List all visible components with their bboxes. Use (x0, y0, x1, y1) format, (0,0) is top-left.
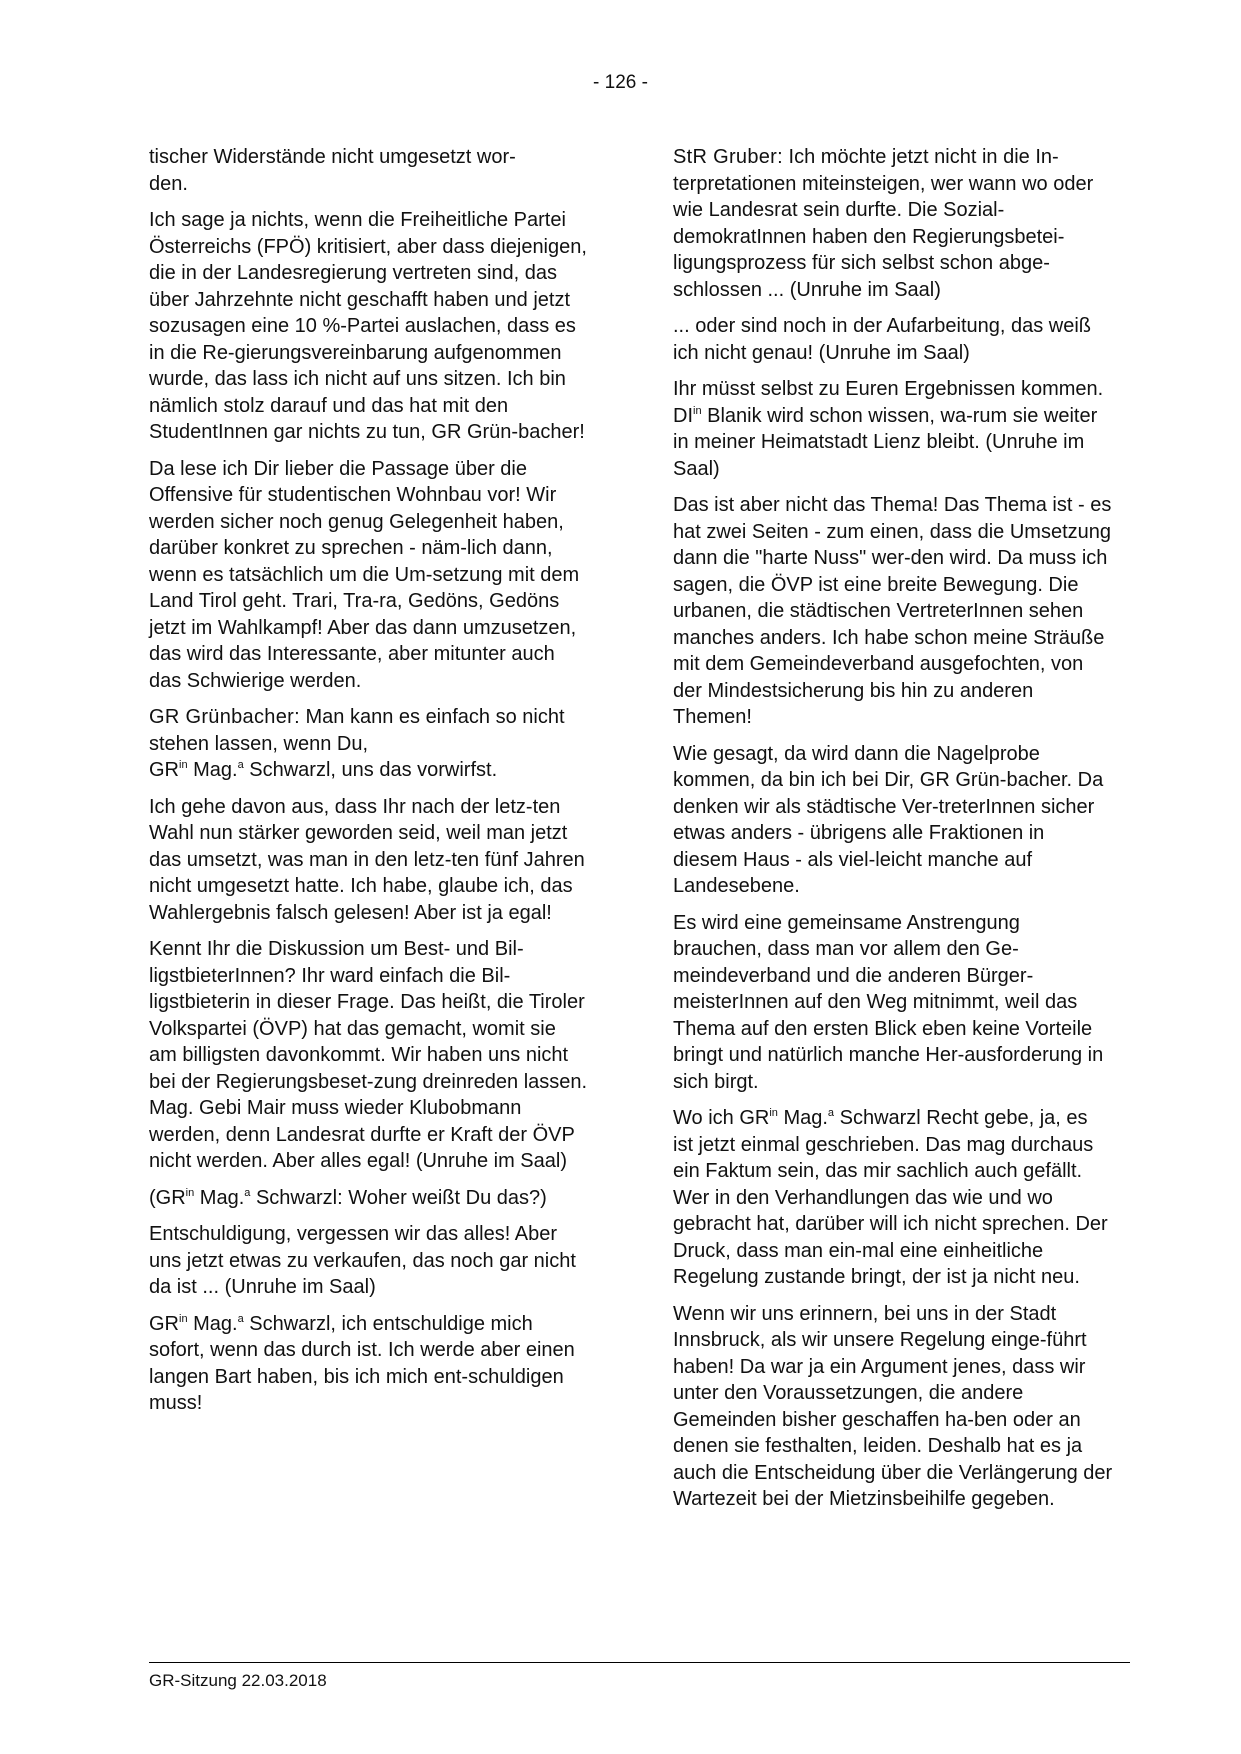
superscript: in (185, 1186, 195, 1199)
speech-text: Mag. (187, 1312, 238, 1335)
superscript: in (769, 1107, 778, 1119)
superscript: a (237, 1312, 244, 1325)
paragraph: Es wird eine gemeinsame Anstrengung brauchen, dass man vor allem den Ge-meindeverband und die anderen Bürger-meisterInnen auf den Weg mitnimmt, weil das Thema auf den ersten Blick eben keine Vorteile bringt und natürlich manche Her-ausforderung in sich birgt. (673, 911, 1104, 1093)
page-number: - 126 - (593, 72, 648, 93)
speech-text: GR (149, 759, 179, 781)
speaker-name: GR Grünbacher: (149, 706, 300, 728)
paragraph: Wenn wir uns erinnern, bei uns in der Stadt Innsbruck, als wir unsere Regelung einge-führt haben! Da war ja ein Argument jenes, dass wir unter den Voraussetzungen, die andere Gemeinden bisher geschaffen ha-ben oder an denen sie festhalten, leiden. Deshalb hat es ja auch die Entscheidung über die Verlängerung der Wartezeit bei der Mietzinsbeihilfe gegeben. (673, 1302, 1113, 1510)
superscript: a (827, 1107, 835, 1119)
speech-text: (GR (149, 1186, 186, 1209)
footer-divider (149, 1662, 1130, 1663)
superscript: in (693, 404, 702, 417)
paragraph: Da lese ich Dir lieber die Passage über die Offensive für studentischen Wohnbau vor! Wir werden sicher noch genug Gelegenheit haben, darüber konkret zu sprechen - näm-lich dann, wenn es tatsächlich um die Um-setzung mit dem Land Tirol geht. Trari, Tra-ra, Gedöns, Gedöns jetzt im Wahlkampf! Aber das dann umzusetzen, das wird das Interessante, aber mitunter auch das Schwierige werden. (149, 457, 580, 692)
paragraph: ... oder sind noch in der Aufarbeitung, das weiß ich nicht genau! (Unruhe im Saal) (673, 315, 1092, 364)
speech-text: Mag. (777, 1107, 828, 1129)
paragraph: Ich gehe davon aus, dass Ihr nach der letz-ten Wahl nun stärker geworden seid, weil man jetzt das umsetzt, was man in den letz-ten fünf Jahren nicht umgesetzt hatte. Ich habe, glaube ich, das Wahlergebnis falsch gelesen! Aber ist ja egal! (149, 795, 585, 924)
speech-text: Schwarzl, ich entschuldige mich sofort, wenn das durch ist. Ich werde aber einen langen Bart haben, bis ich mich ent-schuldigen muss! (149, 1312, 575, 1414)
speech-text: Blanik wird schon wissen, wa-rum sie weiter in meiner Heimatstadt Lienz bleibt. (Unruhe im Saal) (673, 404, 1098, 480)
left-column (149, 144, 589, 1427)
superscript: a (237, 759, 244, 771)
paragraph (149, 1311, 589, 1417)
speaker-paragraph (673, 144, 1113, 303)
speech-text: Schwarzl Recht gebe, ja, es ist jetzt einmal geschrieben. Das mag durchaus ein Faktum sein, das mir sachlich auch gefällt. Wer in den Verhandlungen das wie und wo gebracht hat, darüber will ich nicht sprechen. Der Druck, dass man ein-mal eine einheitliche Regelung zustande bringt, der ist ja nicht neu. (673, 1107, 1108, 1288)
paragraph: Kennt Ihr die Diskussion um Best- und Bil-ligstbieterInnen? Ihr ward einfach die Bil-ligstbieterin in dieser Frage. Das heißt, die Tiroler Volkspartei (ÖVP) hat das gemacht, womit sie am billigsten davonkommt. Wir haben uns nicht bei der Regierungsbeset-zung dreinreden lassen. Mag. Gebi Mair muss wieder Klubobmann werden, denn Landesrat durfte er Kraft der ÖVP nicht werden. Aber alles egal! (Unruhe im Saal) (149, 938, 588, 1172)
speech-text: Man kann es einfach so nicht stehen lassen, wenn Du, (149, 706, 565, 755)
speech-text: Schwarzl: Woher weißt Du das?) (250, 1186, 547, 1209)
paragraph: Entschuldigung, vergessen wir das alles! Aber uns jetzt etwas zu verkaufen, das noch gar nicht da ist ... (Unruhe im Saal) (149, 1223, 576, 1298)
paragraph: tischer Widerstände nicht umgesetzt wor- den. (149, 146, 516, 195)
speech-text: Mag. (187, 759, 238, 781)
footer-text: GR-Sitzung 22.03.2018 (149, 1671, 327, 1690)
right-column (673, 144, 1113, 1523)
superscript: in (179, 1312, 188, 1325)
paragraph (673, 1105, 1113, 1291)
speech-text: Mag. (194, 1186, 245, 1209)
superscript: in (179, 759, 188, 771)
speech-text: Ihr müsst selbst zu Euren Ergebnissen kommen. DI (673, 378, 1104, 427)
speech-text: Ich möchte jetzt nicht in die In-terpretationen miteinsteigen, wer wann wo oder wie Landesrat sein durfte. Die Sozial-demokratInnen haben den Regierungsbetei-ligungsprozess für sich selbst schon abge-schlossen ... (Unruhe im Saal) (673, 146, 1094, 301)
speech-text: Schwarzl, uns das vorwirfst. (243, 759, 498, 781)
paragraph: Wie gesagt, da wird dann die Nagelprobe kommen, da bin ich bei Dir, GR Grün-bacher. Da denken wir als städtische Ver-treterInnen sicher etwas anders - übrigens alle Fraktionen in diesem Haus - als viel-leicht manche auf Landesebene. (673, 742, 1104, 897)
superscript: a (244, 1186, 251, 1199)
paragraph: Das ist aber nicht das Thema! Das Thema ist - es hat zwei Seiten - zum einen, dass die Umsetzung dann die "harte Nuss" wer-den wird. Da muss ich sagen, die ÖVP ist eine breite Bewegung. Die urbanen, die städtischen VertreterInnen sehen manches anders. Ich habe schon meine Sträuße mit dem Gemeindeverband ausgefochten, von der Mindestsicherung bis hin zu anderen Themen! (673, 494, 1112, 728)
speech-text: Wo ich GR (673, 1107, 770, 1129)
interjection (149, 1185, 589, 1212)
speech-text: GR (149, 1312, 179, 1335)
speaker-name: StR Gruber: (673, 146, 783, 168)
paragraph: Ich sage ja nichts, wenn die Freiheitliche Partei Österreichs (FPÖ) kritisiert, aber dass diejenigen, die in der Landesregierung vertreten sind, das über Jahrzehnte nicht geschafft haben und jetzt sozusagen eine 10 %-Partei auslachen, dass es in die Re-gierungsvereinbarung aufgenommen wurde, das lass ich nicht auf uns sitzen. Ich bin nämlich stolz darauf und das hat mit den StudentInnen gar nichts zu tun, GR Grün-bacher! (149, 209, 587, 443)
speaker-paragraph (149, 704, 589, 784)
paragraph (673, 376, 1113, 482)
